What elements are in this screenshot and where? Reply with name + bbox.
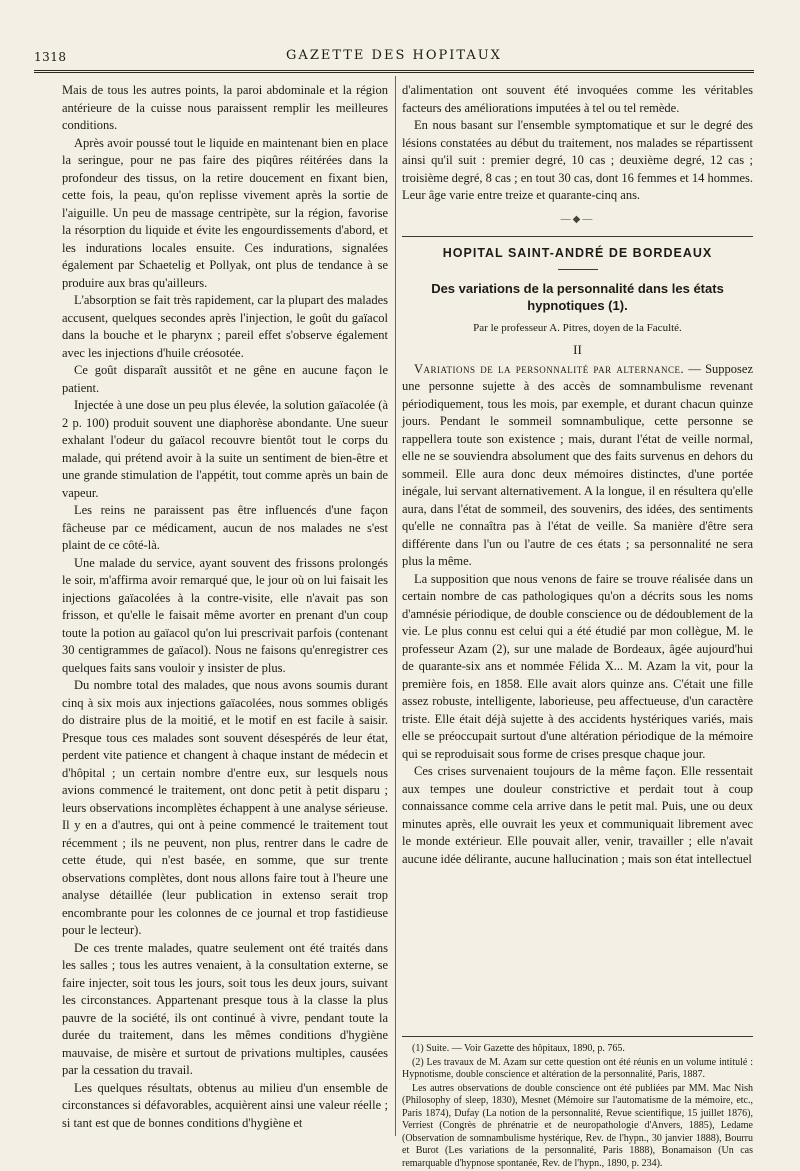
separator-ornament: —◆— [560,213,595,225]
column-divider [395,76,396,1136]
article-byline: Par le professeur A. Pitres, doyen de la Faculté. [473,321,682,334]
page-number: 1318 [34,50,67,64]
paragraph: Mais de tous les autres points, la paroi abdominale et la région antérieure de la cuisse nous paraissent remplir les meilleures conditions. [62,83,388,132]
paragraph: Ces crises survenaient toujours de la même façon. Elle ressentait aux tempes une douleur constrictive et perdait tout à coup connaissance comme cela arrive dans le petit mal. Puis, une ou deux minutes après, elle ouvrait les yeux et communiquait librement avec le monde extérieur. Elle pouvait aller, venir, travailler ; elle n'avait aucune idée délirante, aucune hallucination ; mais son état intellectuel [402,764,753,866]
hospital-heading: HOPITAL SAINT-ANDRÉ DE BORDEAUX [442,246,713,260]
paragraph: Du nombre total des malades, que nous avons soumis durant cinq à six mois aux injections gaïacolées, nous sommes obligés do distraire plus de la moitié, et le motif en est facile à saisir. Presque tous ces malades sont souvent désespérés de leur état, perdent vite patience et changent à chaque instant de médecin et d'hôpital ; un certain nombre d'entre eux, sur lesquels nous avions commencé le traitement, ont donc petit à petit disparu ; leurs observations incomplètes échappent à une analyse sérieuse. Il y en a d'autres, qui ont à peine commencé le traitement tout récemment ; ils ne peuvent, non plus, rentrer dans le cadre de cette étude, qui n'est basée, en somme, que sur trente observations complètes, dont nous allons faire tout à l'heure une analyse détaillée (leur publication in extenso serait trop encombrante pour les colonnes de ce journal et trop fastidieuse pour le lecteur). [62,678,388,937]
paragraph: De ces trente malades, quatre seulement ont été traités dans les salles ; tous les autres venaient, à la consultation externe, se faire injecter, soit tous les jours, soit tous les deux jours, suivant les circonstances. Appartenant presque tous à la classe la plus pauvre de la société, ils ont continué à vivre, pendant toute la durée du traitement, dans les mêmes conditions d'hygiène mauvaise, de misère et surtout de privations multiples, causées par la cessation du travail. [62,940,388,1077]
section-rule [402,236,753,237]
paragraph: Après avoir poussé tout le liquide en maintenant bien en place la seringue, pour ne pas faire des piqûres réitérées dans la profondeur des tissus, on la retire doucement en fixant bien, cette fois, la peau, qu'on replisse vivement après la sortie de l'aiguille. Un peu de massage centripète, sur la région, favorise la résorption du liquide et évite les engourdissements d'abord, et les indurations locales ensuite. Ces indurations, signalées également par Schaetelig et Pollyak, ont plus de tendance à se produire aux bras qu'ailleurs. [62,135,388,290]
paragraph: L'absorption se fait très rapidement, car la plupart des malades accusent, quelques secondes après l'injection, le goût du gaïacol dans la bouche et le pharynx ; pareil effet s'observe également avec les injections d'huile créosotée. [62,293,388,360]
short-rule [558,269,598,270]
section-heading: Variations de la personnalité par alternance. [414,361,685,376]
left-column [62,82,388,1132]
footnote: (1) Suite. — Voir Gazette des hôpitaux, 1890, p. 765. [412,1043,625,1054]
paragraph: Les reins ne paraissent pas être influencés d'une façon fâcheuse par ce médicament, aucun de nos malades ne s'est plaint de ce côté-là. [62,503,388,552]
page-header [34,46,754,66]
article-title: Des variations de la personnalité dans les états hypnotiques (1). [431,280,724,313]
footnote: Les autres observations de double conscience ont été publiées par MM. Mac Nish (Philosophy of sleep, 1830), Mesnet (Mémoire sur l'automatisme de la mémoire, etc., Paris 1874), Dufay (La notion de la personnalité, Revue scientifique, 15 juillet 1876), Verriest (Congrès de phrénatrie et de neuropathologie d'Anvers, 1885), Ledame (Observation de somnambulisme hystérique, Rev. de l'hypn., 30 janvier 1888), Bourru et Burot (Les variations de la personnalité, Paris 1888), Bonamaison (Un cas remarquable d'hypnose spontanée, Rev. de l'hypn., 1890, p. 234). [402,1082,753,1169]
paragraph: Injectée à une dose un peu plus élevée, la solution gaïacolée (à 2 p. 100) produit souvent une diaphorèse abondante. Une sueur exhalant l'odeur du gaïacol recouvre bientôt tout le corps du malade, qui prétend avoir à la suite un sentiment de bien-être et une grande stimulation de l'appétit, tout comme après un bain de vapeur. [62,398,388,500]
paragraph: — Supposez une personne sujette à des accès de somnambulisme revenant périodiquement, tous les mois, par exemple, et durant chacun quinze jours. Pendant le sommeil somnambulique, cette personne se rappellera toute son existence ; mais, durant l'état de veille normal, elle ne se souviendra absolument que des faits survenus en dehors du sommeil. Elle aura donc deux mémoires distinctes, d'une portée inégale, lui servant alternativement. A la longue, il en résultera qu'elle aura, dans l'état de sommeil, des souvenirs, des idées, des sentiments qu'elle ne connaîtra pas à l'état de veille. Sa manière d'être sera différente dans l'un ou l'autre de ces états ; sa personnalité ne sera plus la même. [402,361,753,568]
section-number: II [573,342,582,357]
footnote-rule [402,1036,753,1037]
footnotes [402,1036,753,1171]
paragraph: Les quelques résultats, obtenus au milieu d'un ensemble de circonstances si défavorables, acquièrent ainsi une valeur réelle ; si tant est que de bonnes conditions d'hygiène et [62,1080,388,1130]
paragraph: Ce goût disparaît aussitôt et ne gêne en aucune façon le patient. [62,363,388,395]
paragraph: La supposition que nous venons de faire se trouve réalisée dans un certain nombre de cas pathologiques qu'on a décrits sous les noms d'amnésie périodique, de double conscience ou de dédoublement de la vie. Le plus connu est celui qui a été étudié par mon collègue, M. le professeur Azam (2), sur une malade de Bordeaux, âgée aujourd'hui de quarante-six ans et nommée Félida X... M. Azam la vit, pour la première fois, en 1858. Elle avait alors quinze ans. C'était une fille assez robuste, intelligente, laborieuse, peu affectueuse, d'un caractère triste. Elle était déjà sujette à des accidents hystériques variés, mais elle se préoccupait surtout d'une altération périodique de la mémoire qui se reproduisait sous forme de crises presque chaque jour. [402,571,753,761]
paragraph: En nous basant sur l'ensemble symptomatique et sur le degré des lésions constatées au début du traitement, nos malades se répartissent ainsi qu'il suit : premier degré, 10 cas ; deuxième degré, 12 cas ; troisième degré, 8 cas ; en tout 30 cas, dont 16 femmes et 14 hommes. Leur âge varie entre treize et quarante-cinq ans. [402,118,753,202]
paragraph: Une malade du service, ayant souvent des frissons prolongés le soir, m'affirma avoir remarqué que, le jour où on lui faisait les injections gaïacolées à la contre-visite, elle n'avait pas son frisson, et qu'elle le faisait même avorter en prenant d'un coup toute la potion au gaïacol qu'on lui prescrivait parfois (contenant 30 centigrammes de gaïacol). Nous ne faisons qu'enregistrer ces quelques faits sans vouloir y insister de plus. [62,555,388,675]
header-rule [34,70,754,73]
footnote: (2) Les travaux de M. Azam sur cette question ont été réunis en un volume intitulé : Hypnotisme, double conscience et altération de la personnalité, Paris, 1887. [402,1056,753,1080]
journal-title: GAZETTE DES HOPITAUX [286,48,502,63]
paragraph: d'alimentation ont souvent été invoquées comme les véritables facteurs des améliorations imputées à tel ou tel remède. [402,83,753,115]
right-column [402,82,753,868]
